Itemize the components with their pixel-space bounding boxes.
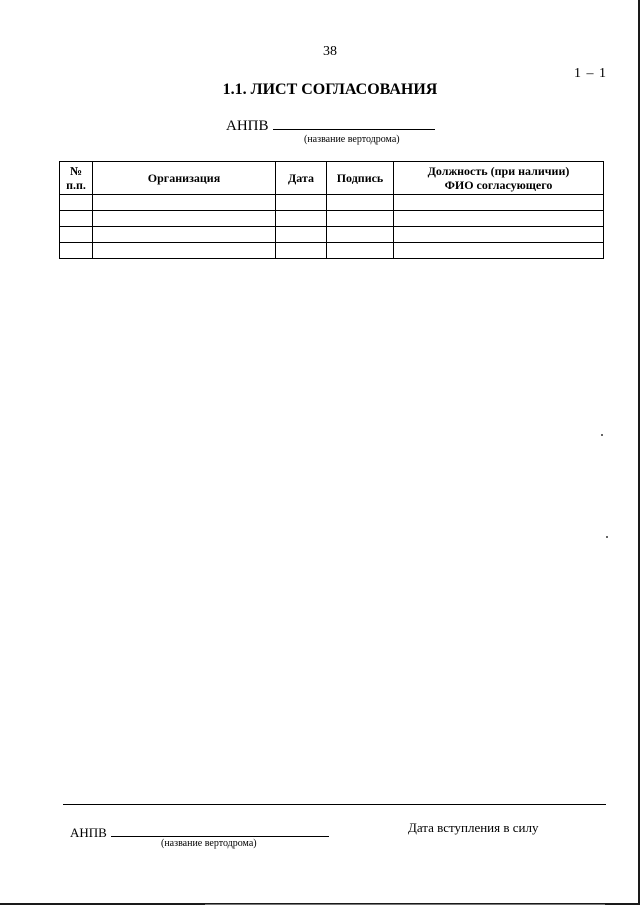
table-row	[60, 243, 604, 259]
cell-signature	[327, 211, 394, 227]
page-title: 1.1. ЛИСТ СОГЛАСОВАНИЯ	[222, 81, 438, 98]
cell-organization	[93, 227, 276, 243]
cell-date	[276, 195, 327, 211]
footer-anpv-label: АНПВ	[70, 825, 107, 840]
header-position-line1: Должность (при наличии)	[427, 164, 570, 178]
scan-dot	[606, 536, 608, 538]
footer-effective-date-label: Дата вступления в силу	[408, 820, 539, 835]
anpv-caption: (название вертодрома)	[304, 134, 400, 145]
cell-num	[60, 211, 93, 227]
table-header-row	[60, 162, 604, 195]
header-organization: Организация	[93, 162, 276, 195]
cell-position	[394, 195, 604, 211]
anpv-name-field	[273, 115, 435, 130]
table-row	[60, 195, 604, 211]
cell-num	[60, 195, 93, 211]
cell-organization	[93, 243, 276, 259]
anpv-label: АНПВ	[226, 118, 269, 134]
page-number: 38	[323, 44, 337, 59]
header-position	[394, 162, 604, 195]
cell-position	[394, 243, 604, 259]
footer-anpv-caption: (название вертодрома)	[161, 838, 257, 849]
header-num-line1: №	[69, 164, 83, 178]
header-num-line2: п.п.	[66, 178, 86, 192]
cell-num	[60, 243, 93, 259]
footer-divider	[63, 804, 606, 805]
footer-anpv-name-field	[111, 824, 329, 837]
cell-signature	[327, 227, 394, 243]
cell-num	[60, 227, 93, 243]
approval-table	[59, 161, 604, 259]
cell-date	[276, 243, 327, 259]
header-position-line2: ФИО согласующего	[444, 178, 553, 192]
revision-mark: 1 – 1	[574, 66, 607, 81]
cell-position	[394, 227, 604, 243]
header-signature: Подпись	[327, 162, 394, 195]
cell-signature	[327, 195, 394, 211]
header-date: Дата	[276, 162, 327, 195]
cell-signature	[327, 243, 394, 259]
cell-organization	[93, 195, 276, 211]
cell-position	[394, 211, 604, 227]
header-num	[60, 162, 93, 195]
cell-date	[276, 227, 327, 243]
table-row	[60, 227, 604, 243]
table-row	[60, 211, 604, 227]
scan-dot	[601, 434, 603, 436]
cell-date	[276, 211, 327, 227]
anpv-header-line	[226, 115, 435, 135]
cell-organization	[93, 211, 276, 227]
